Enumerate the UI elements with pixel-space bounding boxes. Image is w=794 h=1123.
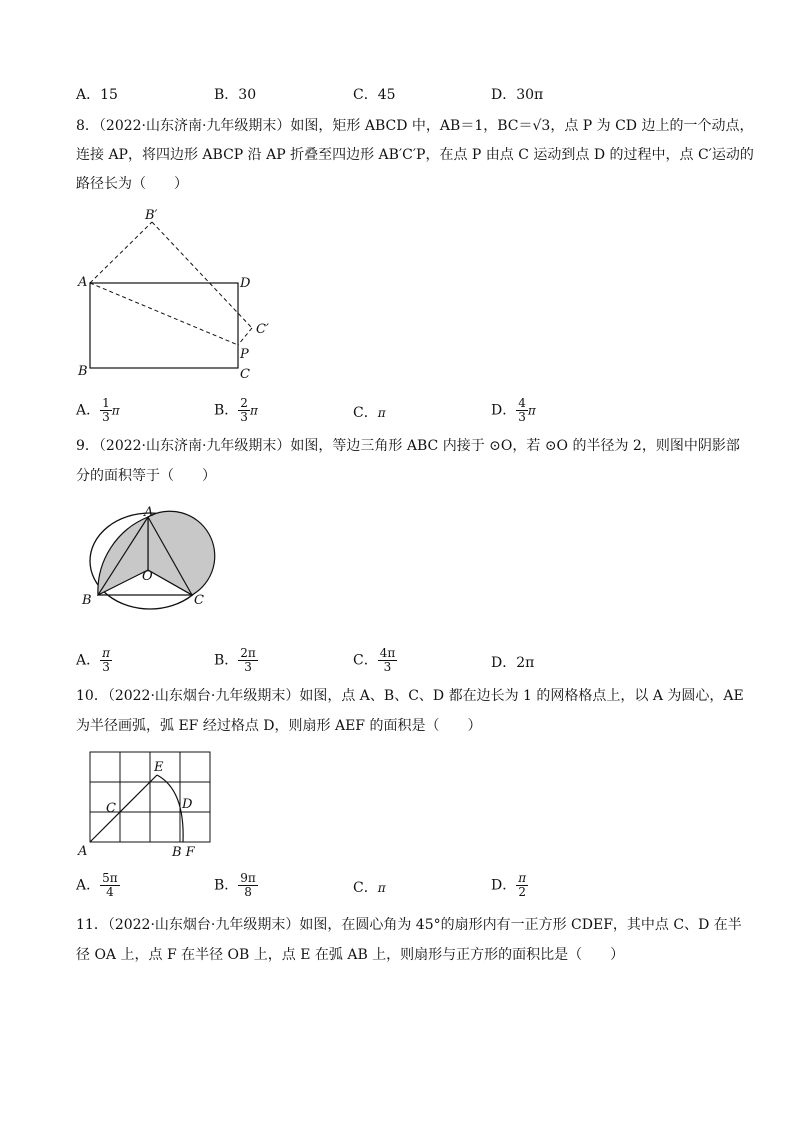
q8-option-b[interactable]: B． $\frac{2}{3}$ π bbox=[214, 396, 258, 424]
q10-label-e: E bbox=[154, 760, 164, 775]
q10-option-d[interactable]: D． $\frac{\pi}{2}$ bbox=[491, 871, 527, 899]
q10-label-a: A bbox=[78, 844, 88, 859]
q9-label-o: O bbox=[142, 569, 153, 584]
q10-label-c: C bbox=[106, 801, 116, 816]
q10-option-b[interactable]: B． $\frac{9\pi}{8}$ bbox=[214, 871, 256, 899]
fraction: $\frac{1}{3}$ bbox=[102, 396, 110, 424]
q10-option-a[interactable]: A． $\frac{5\pi}{4}$ bbox=[76, 871, 118, 899]
q7-option-b[interactable]: B．30 bbox=[214, 87, 257, 103]
q9-label-a: A bbox=[144, 505, 154, 520]
q9-option-d[interactable]: D．2π bbox=[491, 655, 535, 671]
q8-option-c[interactable]: C．π bbox=[353, 405, 386, 421]
q8-label-c-prime: C′ bbox=[256, 322, 269, 337]
q10-option-c[interactable]: C．π bbox=[353, 880, 386, 896]
q7-option-c[interactable]: C．45 bbox=[353, 87, 396, 103]
q11-stem-line1: 11．（2022·山东烟台·九年级期末）如图，在圆心角为 45°的扇形内有一正方形 CDEF，其中点 C、D 在半 bbox=[76, 917, 742, 933]
q9-option-a[interactable]: A． $\frac{\pi}{3}$ bbox=[76, 646, 111, 674]
q10-label-d: D bbox=[182, 797, 193, 812]
fraction: $\frac{5\pi}{4}$ bbox=[102, 871, 118, 899]
fraction: $\frac{9\pi}{8}$ bbox=[240, 871, 256, 899]
fraction: $\frac{4}{3}$ bbox=[518, 396, 526, 424]
q9-label-c: C bbox=[194, 593, 204, 608]
q9-stem-line1: 9．（2022·山东济南·九年级期末）如图，等边三角形 ABC 内接于 ⊙O，若 ⊙O 的半径为 2，则图中阴影部 bbox=[76, 438, 740, 454]
q8-stem-line1: 8．（2022·山东济南·九年级期末）如图，矩形 ABCD 中，AB＝1，BC＝√3，点 P 为 CD 边上的一个动点， bbox=[76, 118, 754, 134]
q10-stem-line1: 10．（2022·山东烟台·九年级期末）如图，点 A、B、C、D 都在边长为 1 的网格格点上，以 A 为圆心，AE bbox=[76, 688, 744, 704]
q7-option-a[interactable]: A．15 bbox=[76, 87, 118, 103]
fraction: $\frac{\pi}{3}$ bbox=[102, 646, 111, 674]
q7-option-d[interactable]: D．30π bbox=[491, 87, 544, 103]
fraction: $\frac{4\pi}{3}$ bbox=[379, 646, 396, 674]
q8-label-a: A bbox=[78, 275, 88, 290]
q8-option-d[interactable]: D． $\frac{4}{3}$ π bbox=[491, 396, 536, 424]
q8-option-a[interactable]: A． $\frac{1}{3}$ π bbox=[76, 396, 120, 424]
q8-label-b: B bbox=[78, 364, 88, 379]
q9-stem-line2: 分的面积等于（ ） bbox=[76, 468, 216, 484]
fraction: $\frac{2\pi}{3}$ bbox=[240, 646, 256, 674]
q8-label-p: P bbox=[240, 347, 249, 362]
q11-stem-line2: 径 OA 上，点 F 在半径 OB 上，点 E 在弧 AB 上，则扇形与正方形的面积比是（ ） bbox=[76, 947, 625, 963]
q8-stem-line3: 路径长为（ ） bbox=[76, 176, 188, 192]
q8-stem-line2: 连接 AP，将四边形 ABCP 沿 AP 折叠至四边形 AB′C′P，在点 P 由点 C 运动到点 D 的过程中，点 C′运动的 bbox=[76, 147, 754, 163]
q9-option-b[interactable]: B． $\frac{2\pi}{3}$ bbox=[214, 646, 256, 674]
q10-stem-line2: 为半径画弧，弧 EF 经过格点 D，则扇形 AEF 的面积是（ ） bbox=[76, 718, 482, 734]
q8-label-d: D bbox=[240, 276, 251, 291]
q8-label-b-prime: B′ bbox=[145, 208, 158, 223]
q10-label-bf: B F bbox=[172, 845, 195, 860]
q10-radius-ae bbox=[90, 775, 157, 842]
q9-option-c[interactable]: C． $\frac{4\pi}{3}$ bbox=[353, 646, 396, 674]
q9-label-b: B bbox=[82, 593, 92, 608]
q10-arc-ef bbox=[157, 775, 183, 842]
q8-label-c: C bbox=[240, 367, 250, 382]
fraction: $\frac{\pi}{2}$ bbox=[518, 871, 527, 899]
fraction: $\frac{2}{3}$ bbox=[240, 396, 248, 424]
